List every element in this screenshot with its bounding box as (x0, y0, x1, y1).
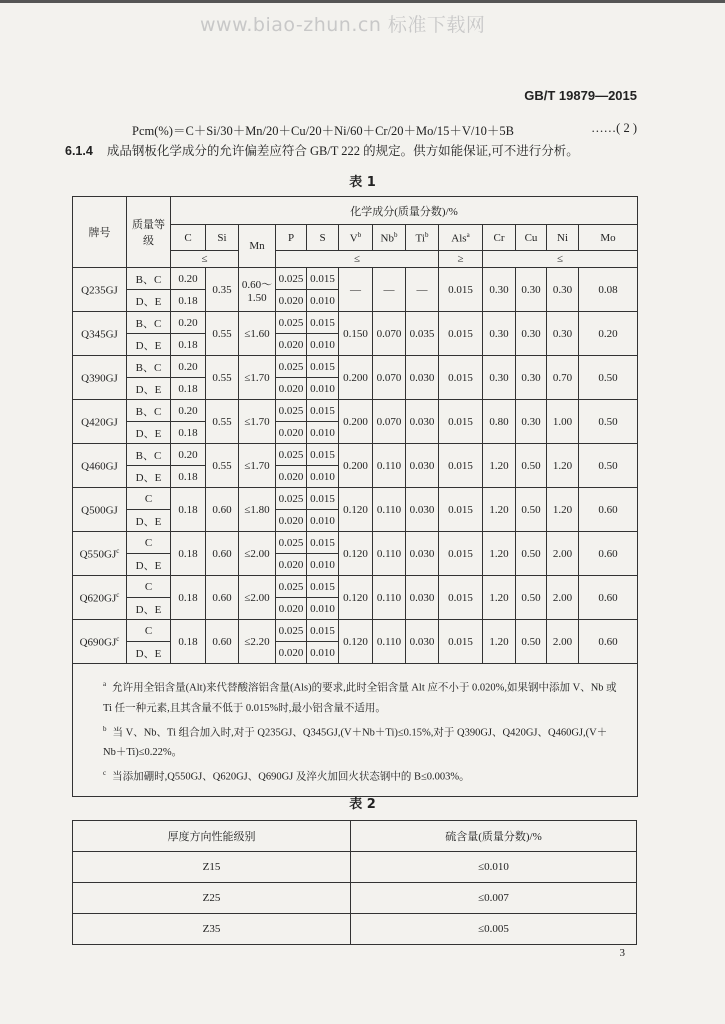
z-grade-cell: Z25 (73, 883, 351, 914)
v-cell: 0.150 (339, 312, 373, 356)
si-cell: 0.60 (206, 532, 239, 576)
table-1 (72, 196, 638, 797)
ti-cell: 0.030 (406, 532, 439, 576)
header-p: P (276, 225, 307, 251)
scan-edge (0, 0, 725, 3)
s-cell: 0.015 (307, 488, 339, 510)
table2-caption: 表 2 (349, 797, 376, 812)
header-s: S (307, 225, 339, 251)
ti-cell: 0.030 (406, 488, 439, 532)
mo-cell: 0.50 (579, 400, 638, 444)
s-cell: 0.010 (307, 378, 339, 400)
ti-cell: 0.030 (406, 620, 439, 664)
mo-cell: 0.60 (579, 532, 638, 576)
grade-cell: B、C (127, 356, 171, 378)
mn-cell: ≤1.70 (239, 444, 276, 488)
grade-cell: B、C (127, 268, 171, 290)
p-cell: 0.020 (276, 642, 307, 664)
p-cell: 0.020 (276, 422, 307, 444)
cr-cell: 0.30 (483, 268, 516, 312)
cr-cell: 0.30 (483, 312, 516, 356)
p-cell: 0.025 (276, 488, 307, 510)
nb-cell: 0.110 (373, 576, 406, 620)
mn-cell: ≤1.70 (239, 400, 276, 444)
brand-cell: Q420GJ (73, 400, 127, 444)
table1-caption: 表 1 (349, 175, 376, 190)
table-row (73, 852, 637, 883)
header-v: $V^b$ (339, 225, 373, 251)
ni-cell: 2.00 (547, 620, 579, 664)
p-cell: 0.025 (276, 620, 307, 642)
si-cell: 0.60 (206, 488, 239, 532)
nb-cell: 0.070 (373, 312, 406, 356)
mo-cell: 0.50 (579, 356, 638, 400)
v-cell: 0.120 (339, 576, 373, 620)
grade-cell: D、E (127, 334, 171, 356)
z-grade-cell: Z35 (73, 914, 351, 945)
s-cell: 0.010 (307, 334, 339, 356)
mn-cell: ≤2.20 (239, 620, 276, 664)
s-cell: 0.010 (307, 422, 339, 444)
grade-cell: D、E (127, 466, 171, 488)
table-row (73, 444, 638, 466)
p-cell: 0.020 (276, 466, 307, 488)
table-row (73, 532, 638, 554)
header-c: C (171, 225, 206, 251)
header-sulfur: 硫含量(质量分数)/% (351, 821, 637, 852)
s-cell: 0.010 (307, 598, 339, 620)
c-cell: 0.18 (171, 422, 206, 444)
header-mn: Mn (239, 225, 276, 268)
header-mo: Mo (579, 225, 638, 251)
nb-cell: 0.070 (373, 400, 406, 444)
als-cell: 0.015 (439, 400, 483, 444)
nb-cell: 0.110 (373, 532, 406, 576)
sulfur-cell: ≤0.007 (351, 883, 637, 914)
p-cell: 0.020 (276, 290, 307, 312)
c-cell: 0.20 (171, 356, 206, 378)
cu-cell: 0.30 (516, 268, 547, 312)
header-brand: 牌号 (73, 197, 127, 268)
mn-cell: ≤2.00 (239, 576, 276, 620)
cu-cell: 0.30 (516, 400, 547, 444)
header-ni: Ni (547, 225, 579, 251)
v-cell: 0.200 (339, 444, 373, 488)
grade-cell: B、C (127, 312, 171, 334)
nb-cell: 0.070 (373, 356, 406, 400)
grade-cell: B、C (127, 400, 171, 422)
c-cell: 0.18 (171, 532, 206, 576)
header-grade: 质量等级 (127, 197, 171, 268)
sulfur-cell: ≤0.005 (351, 914, 637, 945)
c-cell: 0.20 (171, 444, 206, 466)
cu-cell: 0.50 (516, 620, 547, 664)
table1-footnotes (73, 664, 638, 797)
als-cell: 0.015 (439, 356, 483, 400)
header-chem: 化学成分(质量分数)/% (171, 197, 638, 225)
s-cell: 0.010 (307, 466, 339, 488)
si-cell: 0.60 (206, 620, 239, 664)
als-cell: 0.015 (439, 444, 483, 488)
grade-cell: C (127, 620, 171, 642)
table-row (73, 356, 638, 378)
als-cell: 0.015 (439, 312, 483, 356)
brand-cell: Q460GJ (73, 444, 127, 488)
table-row (73, 488, 638, 510)
header-cu: Cu (516, 225, 547, 251)
s-cell: 0.015 (307, 576, 339, 598)
table-row (73, 576, 638, 598)
ni-cell: 1.00 (547, 400, 579, 444)
footnote: $^b$ 当 V、Nb、Ti 组合加入时,对于 Q235GJ、Q345GJ,(V＋Nb＋Ti)≤0.15%,对于 Q390GJ、Q420GJ、Q460GJ,(V＋Nb＋Ti)≤0.22%。 (103, 724, 608, 758)
ni-cell: 0.30 (547, 312, 579, 356)
header-z-grade: 厚度方向性能级别 (73, 821, 351, 852)
ni-cell: 1.20 (547, 488, 579, 532)
ti-cell: — (406, 268, 439, 312)
cr-cell: 1.20 (483, 576, 516, 620)
s-cell: 0.015 (307, 268, 339, 290)
cu-cell: 0.50 (516, 444, 547, 488)
cr-cell: 1.20 (483, 620, 516, 664)
c-cell: 0.18 (171, 576, 206, 620)
header-cr: Cr (483, 225, 516, 251)
als-cell: 0.015 (439, 532, 483, 576)
table-row (73, 312, 638, 334)
header-ge-als: ≥ (439, 251, 483, 268)
nb-cell: — (373, 268, 406, 312)
cr-cell: 1.20 (483, 532, 516, 576)
brand-cell: $Q620GJ^c$ (73, 576, 127, 620)
ti-cell: 0.035 (406, 312, 439, 356)
brand-cell: Q345GJ (73, 312, 127, 356)
cu-cell: 0.30 (516, 312, 547, 356)
c-cell: 0.20 (171, 312, 206, 334)
ti-cell: 0.030 (406, 444, 439, 488)
grade-cell: C (127, 532, 171, 554)
mo-cell: 0.60 (579, 488, 638, 532)
cu-cell: 0.50 (516, 532, 547, 576)
brand-cell: Q235GJ (73, 268, 127, 312)
c-cell: 0.18 (171, 488, 206, 532)
mo-cell: 0.50 (579, 444, 638, 488)
table-row (73, 883, 637, 914)
header-le-p-ti: ≤ (276, 251, 439, 268)
cr-cell: 1.20 (483, 444, 516, 488)
header-le-cr-mo: ≤ (483, 251, 638, 268)
grade-cell: D、E (127, 378, 171, 400)
grade-cell: C (127, 488, 171, 510)
ti-cell: 0.030 (406, 356, 439, 400)
mo-cell: 0.60 (579, 576, 638, 620)
p-cell: 0.025 (276, 532, 307, 554)
si-cell: 0.55 (206, 400, 239, 444)
brand-cell: Q390GJ (73, 356, 127, 400)
als-cell: 0.015 (439, 268, 483, 312)
table-2 (72, 820, 637, 945)
table-row (73, 914, 637, 945)
v-cell: 0.200 (339, 356, 373, 400)
s-cell: 0.015 (307, 620, 339, 642)
p-cell: 0.020 (276, 598, 307, 620)
p-cell: 0.025 (276, 268, 307, 290)
s-cell: 0.015 (307, 400, 339, 422)
si-cell: 0.55 (206, 312, 239, 356)
grade-cell: D、E (127, 290, 171, 312)
s-cell: 0.010 (307, 290, 339, 312)
grade-cell: D、E (127, 554, 171, 576)
standard-number: GB/T 19879—2015 (524, 88, 637, 103)
v-cell: 0.120 (339, 532, 373, 576)
si-cell: 0.35 (206, 268, 239, 312)
p-cell: 0.020 (276, 510, 307, 532)
header-nb: Nb$^b$ (373, 225, 406, 251)
table-row (73, 620, 638, 642)
sulfur-cell: ≤0.010 (351, 852, 637, 883)
p-cell: 0.025 (276, 444, 307, 466)
header-als: Als$^a$ (439, 225, 483, 251)
formula (132, 121, 637, 139)
page-number: 3 (619, 947, 625, 959)
cu-cell: 0.50 (516, 576, 547, 620)
c-cell: 0.18 (171, 334, 206, 356)
clause-text: 成品钢板化学成分的允许偏差应符合 GB/T 222 的规定。供方如能保证,可不进行分析。 (106, 144, 579, 158)
grade-cell: B、C (127, 444, 171, 466)
ni-cell: 1.20 (547, 444, 579, 488)
si-cell: 0.55 (206, 356, 239, 400)
c-cell: 0.18 (171, 620, 206, 664)
mn-cell: ≤1.60 (239, 312, 276, 356)
mo-cell: 0.08 (579, 268, 638, 312)
si-cell: 0.55 (206, 444, 239, 488)
footnote: $^a$ 允许用全铝含量(Alt)来代替酸溶铝含量(Als)的要求,此时全铝含量 Alt 应不小于 0.020%,如果钢中添加 V、Nb 或 Ti 任一种元素,且其含量不低于 0.015%时,最小铝含量不适用。 (103, 680, 617, 714)
table-row (73, 400, 638, 422)
cu-cell: 0.30 (516, 356, 547, 400)
p-cell: 0.020 (276, 334, 307, 356)
table-row (73, 268, 638, 290)
mo-cell: 0.60 (579, 620, 638, 664)
p-cell: 0.025 (276, 356, 307, 378)
v-cell: — (339, 268, 373, 312)
cu-cell: 0.50 (516, 488, 547, 532)
ni-cell: 0.30 (547, 268, 579, 312)
s-cell: 0.010 (307, 642, 339, 664)
mo-cell: 0.20 (579, 312, 638, 356)
grade-cell: C (127, 576, 171, 598)
v-cell: 0.120 (339, 620, 373, 664)
ni-cell: 2.00 (547, 576, 579, 620)
mn-cell: ≤2.00 (239, 532, 276, 576)
c-cell: 0.20 (171, 400, 206, 422)
c-cell: 0.20 (171, 268, 206, 290)
cr-cell: 0.30 (483, 356, 516, 400)
nb-cell: 0.110 (373, 444, 406, 488)
clause-6-1-4 (65, 141, 579, 159)
s-cell: 0.010 (307, 510, 339, 532)
watermark: www.biao-zhun.cn 标准下载网 (200, 14, 486, 36)
nb-cell: 0.110 (373, 488, 406, 532)
s-cell: 0.015 (307, 356, 339, 378)
v-cell: 0.200 (339, 400, 373, 444)
c-cell: 0.18 (171, 466, 206, 488)
v-cell: 0.120 (339, 488, 373, 532)
s-cell: 0.015 (307, 312, 339, 334)
s-cell: 0.010 (307, 554, 339, 576)
si-cell: 0.60 (206, 576, 239, 620)
als-cell: 0.015 (439, 620, 483, 664)
cr-cell: 0.80 (483, 400, 516, 444)
header-si: Si (206, 225, 239, 251)
p-cell: 0.025 (276, 400, 307, 422)
c-cell: 0.18 (171, 290, 206, 312)
nb-cell: 0.110 (373, 620, 406, 664)
mn-cell: ≤1.70 (239, 356, 276, 400)
formula-text: Pcm(%)＝C＋Si/30＋Mn/20＋Cu/20＋Ni/60＋Cr/20＋Mo/15＋V/10＋5B (132, 124, 514, 138)
ni-cell: 0.70 (547, 356, 579, 400)
mn-cell: ≤1.80 (239, 488, 276, 532)
p-cell: 0.025 (276, 312, 307, 334)
header-le-c-si: ≤ (171, 251, 239, 268)
mn-cell: 0.60～1.50 (239, 268, 276, 312)
ti-cell: 0.030 (406, 400, 439, 444)
p-cell: 0.020 (276, 554, 307, 576)
grade-cell: D、E (127, 422, 171, 444)
s-cell: 0.015 (307, 532, 339, 554)
p-cell: 0.025 (276, 576, 307, 598)
brand-cell: Q500GJ (73, 488, 127, 532)
ni-cell: 2.00 (547, 532, 579, 576)
header-ti: Ti$^b$ (406, 225, 439, 251)
p-cell: 0.020 (276, 378, 307, 400)
grade-cell: D、E (127, 510, 171, 532)
clause-number: 6.1.4 (65, 144, 93, 158)
footnote: $^c$ 当添加硼时,Q550GJ、Q620GJ、Q690GJ 及淬火加回火状态钢中的 B≤0.003%。 (103, 769, 470, 783)
z-grade-cell: Z15 (73, 852, 351, 883)
brand-cell: $Q550GJ^c$ (73, 532, 127, 576)
als-cell: 0.015 (439, 488, 483, 532)
brand-cell: $Q690GJ^c$ (73, 620, 127, 664)
s-cell: 0.015 (307, 444, 339, 466)
ti-cell: 0.030 (406, 576, 439, 620)
als-cell: 0.015 (439, 576, 483, 620)
cr-cell: 1.20 (483, 488, 516, 532)
c-cell: 0.18 (171, 378, 206, 400)
grade-cell: D、E (127, 598, 171, 620)
grade-cell: D、E (127, 642, 171, 664)
formula-tag: ……( 2 ) (591, 121, 637, 135)
